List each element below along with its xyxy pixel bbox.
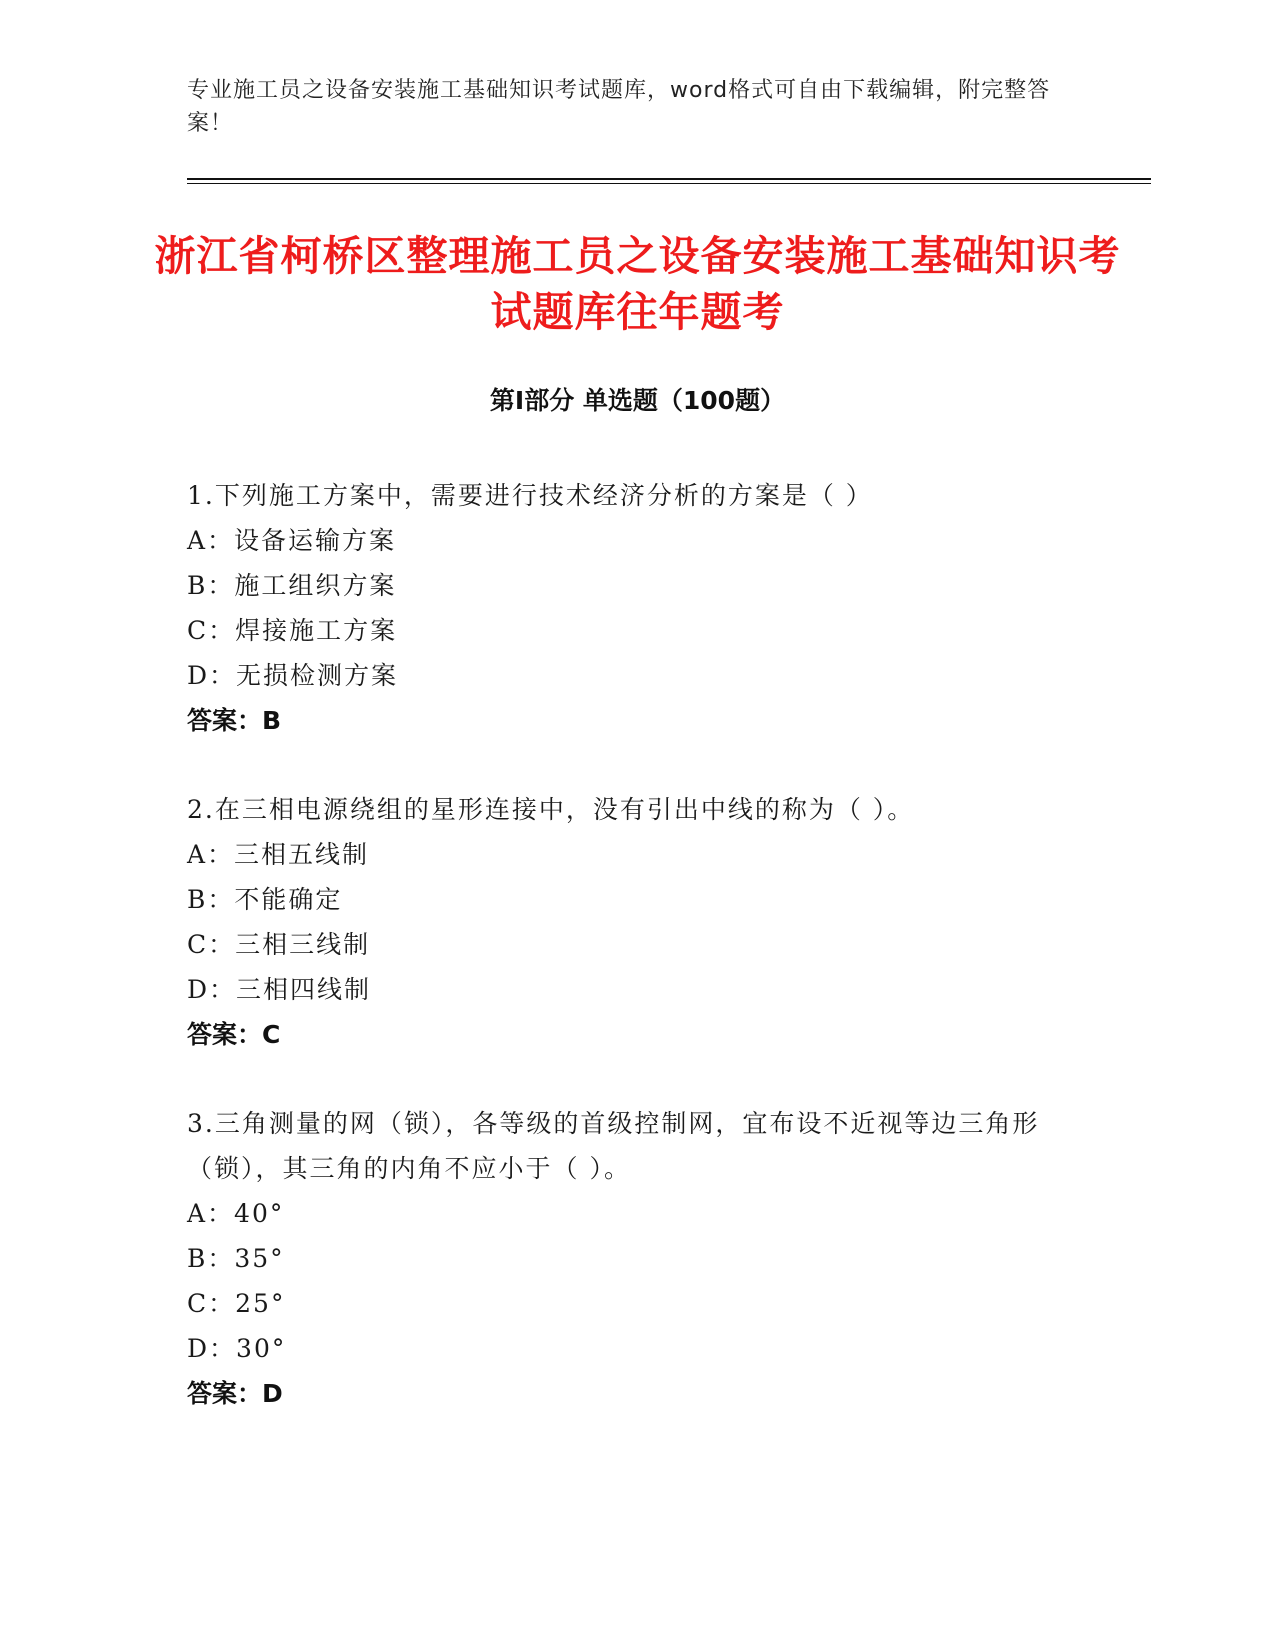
question-2 xyxy=(187,787,1067,1057)
answer: 答案：B xyxy=(187,706,282,735)
option-c: C：三相三线制 xyxy=(187,930,371,959)
document-title: 浙江省柯桥区整理施工员之设备安装施工基础知识考试题库往年题考 xyxy=(154,232,1121,336)
question-stem: 3.三角测量的网（锁），各等级的首级控制网，宜布设不近视等边三角形（锁），其三角的内角不应小于（ ）。 xyxy=(187,1109,1040,1183)
option-b: B：35° xyxy=(187,1244,285,1273)
header-note: 专业施工员之设备安装施工基础知识考试题库，word格式可自由下载编辑，附完整答案！ xyxy=(187,78,1051,136)
option-a: A：40° xyxy=(187,1199,285,1228)
answer: 答案：D xyxy=(187,1379,283,1408)
question-stem: 1.下列施工方案中，需要进行技术经济分析的方案是（ ） xyxy=(187,481,873,510)
header-divider-thin xyxy=(187,183,1151,184)
answer: 答案：C xyxy=(187,1020,281,1049)
option-a: A：三相五线制 xyxy=(187,840,370,869)
section-title: 第Ⅰ部分 单选题（100题） xyxy=(489,386,786,415)
question-1 xyxy=(187,473,1067,743)
option-a: A：设备运输方案 xyxy=(187,526,397,555)
option-c: C：焊接施工方案 xyxy=(187,616,398,645)
header-divider-thick xyxy=(187,178,1151,180)
question-3 xyxy=(187,1101,1067,1416)
option-c: C：25° xyxy=(187,1289,286,1318)
option-b: B：施工组织方案 xyxy=(187,571,397,600)
question-list xyxy=(187,473,1067,1460)
question-stem: 2.在三相电源绕组的星形连接中，没有引出中线的称为（ ）。 xyxy=(187,795,915,824)
option-b: B：不能确定 xyxy=(187,885,343,914)
option-d: D：三相四线制 xyxy=(187,975,372,1004)
option-d: D：无损检测方案 xyxy=(187,661,399,690)
option-d: D：30° xyxy=(187,1334,287,1363)
